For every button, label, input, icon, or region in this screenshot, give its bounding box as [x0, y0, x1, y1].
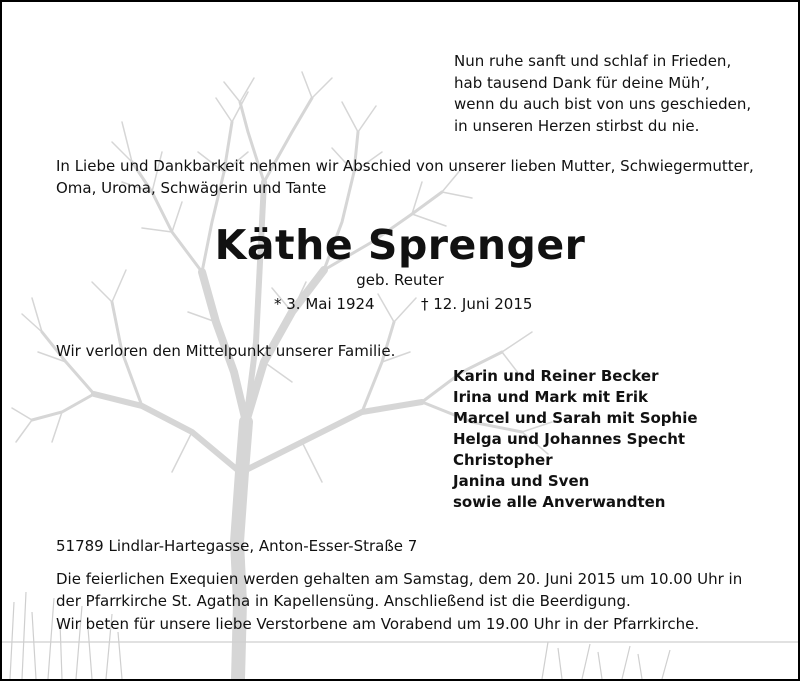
- intro-text: [56, 156, 754, 199]
- poem-line: wenn du auch bist von uns geschieden,: [454, 95, 752, 113]
- obituary-content: [2, 2, 798, 679]
- mourner-item: Christopher: [453, 451, 553, 469]
- service-line: Die feierlichen Exequien werden gehalten am Samstag, dem 20. Juni 2015 um 10.00 Uhr in: [56, 570, 743, 588]
- poem-line: in unseren Herzen stirbst du nie.: [454, 116, 700, 135]
- deceased-name: Käthe Sprenger: [214, 221, 586, 269]
- intro-line: Oma, Uroma, Schwägerin und Tante: [56, 178, 327, 197]
- mourner-item: Janina und Sven: [453, 472, 590, 490]
- mourner-item: Helga und Johannes Specht: [453, 430, 686, 448]
- service-line: der Pfarrkirche St. Agatha in Kapellensüng. Anschließend ist die Beerdigung.: [56, 592, 631, 610]
- loss-statement: Wir verloren den Mittelpunkt unserer Familie.: [56, 342, 396, 360]
- mourner-item: Irina und Mark mit Erik: [453, 388, 649, 406]
- maiden-name: geb. Reuter: [356, 271, 444, 289]
- mourner-item: Marcel und Sarah mit Sophie: [453, 409, 698, 427]
- evening-prayer-note: Wir beten für unsere liebe Verstorbene am Vorabend um 19.00 Uhr in der Pfarrkirche.: [56, 615, 700, 633]
- poem-line: hab tausend Dank für deine Müh’,: [454, 73, 710, 92]
- family-address: 51789 Lindlar-Hartegasse, Anton-Esser-Straße 7: [56, 537, 418, 555]
- death-date: † 12. Juni 2015: [421, 295, 533, 313]
- mourner-item: sowie alle Anverwandten: [453, 493, 666, 511]
- birth-date: * 3. Mai 1924: [274, 295, 375, 313]
- poem-line: Nun ruhe sanft und schlaf in Frieden,: [454, 52, 732, 70]
- service-announcement: [56, 568, 746, 612]
- mourner-item: Karin und Reiner Becker: [453, 367, 659, 385]
- poem-verse: [454, 51, 751, 137]
- mourners-list: [453, 366, 698, 513]
- intro-line: In Liebe und Dankbarkeit nehmen wir Abschied von unserer lieben Mutter, Schwiegermutter,: [56, 157, 754, 175]
